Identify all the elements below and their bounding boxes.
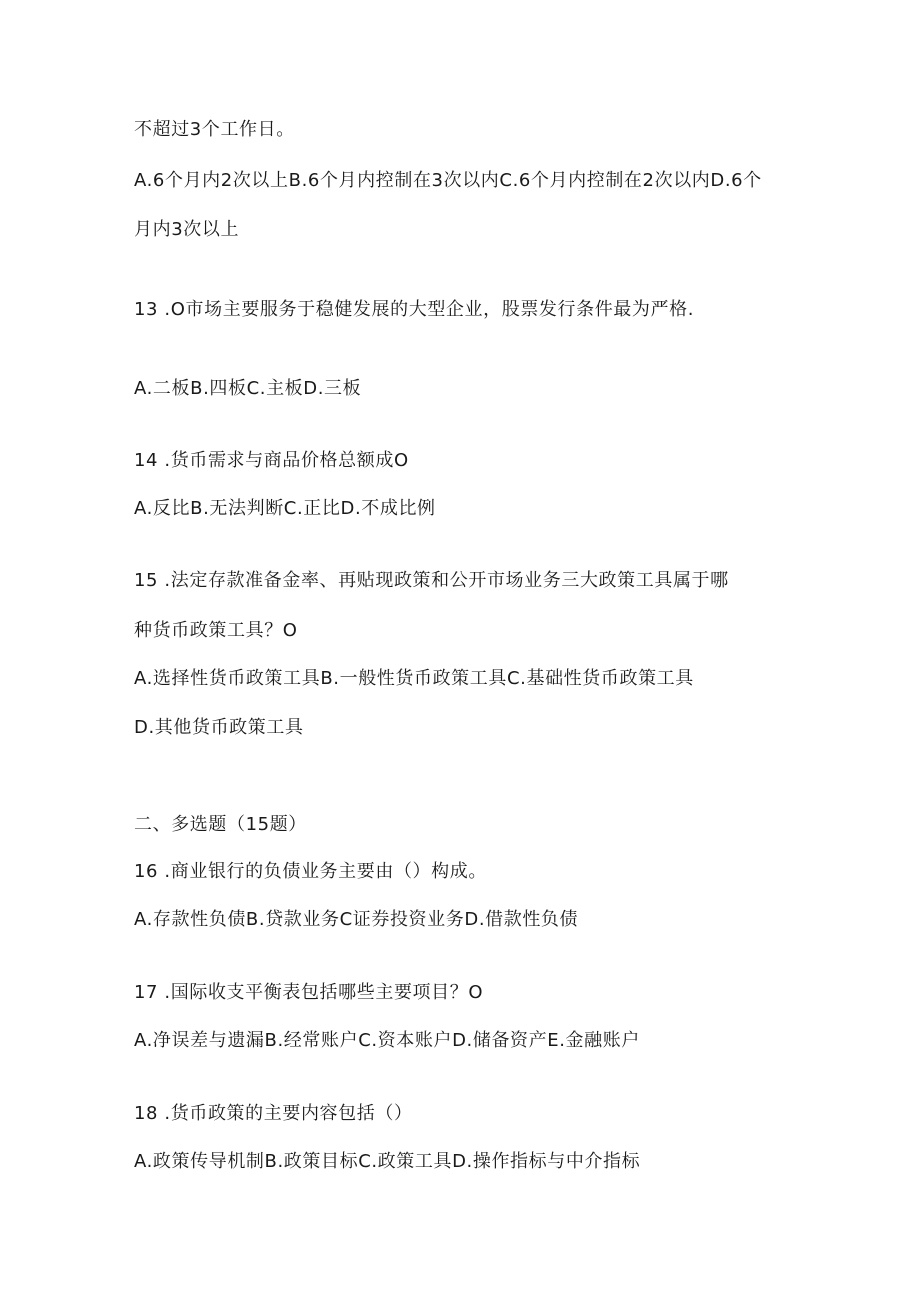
q15-options-line-2: D.其他货币政策工具 [134, 717, 304, 738]
section-heading: 二、多选题（15题） [134, 814, 307, 835]
q18-question: 18 .货币政策的主要内容包括（） [134, 1103, 413, 1124]
q13-question: 13 .O市场主要服务于稳健发展的大型企业，股票发行条件最为严格. [134, 299, 695, 320]
q15-question-line-2: 种货币政策工具？O [134, 620, 298, 641]
q14-options: A.反比B.无法判断C.正比D.不成比例 [134, 498, 436, 519]
q15-options-line-1: A.选择性货币政策工具B.一般性货币政策工具C.基础性货币政策工具 [134, 668, 694, 689]
q12-options-line-1: A.6个月内2次以上B.6个月内控制在3次以内C.6个月内控制在2次以内D.6个 [134, 170, 762, 191]
text-line-continuation: 不超过3个工作日。 [134, 119, 295, 140]
q14-question: 14 .货币需求与商品价格总额成O [134, 450, 409, 471]
q16-question: 16 .商业银行的负债业务主要由（）构成。 [134, 861, 487, 882]
q17-question: 17 .国际收支平衡表包括哪些主要项目？O [134, 982, 484, 1003]
q12-options-line-2: 月内3次以上 [134, 219, 240, 240]
q18-options: A.政策传导机制B.政策目标C.政策工具D.操作指标与中介指标 [134, 1151, 641, 1172]
q15-question-line-1: 15 .法定存款准备金率、再贴现政策和公开市场业务三大政策工具属于哪 [134, 570, 729, 591]
q16-options: A.存款性负债B.贷款业务C证券投资业务D.借款性负债 [134, 909, 579, 930]
q17-options: A.净误差与遗漏B.经常账户C.资本账户D.储备资产E.金融账户 [134, 1030, 640, 1051]
q13-options: A.二板B.四板C.主板D.三板 [134, 378, 362, 399]
